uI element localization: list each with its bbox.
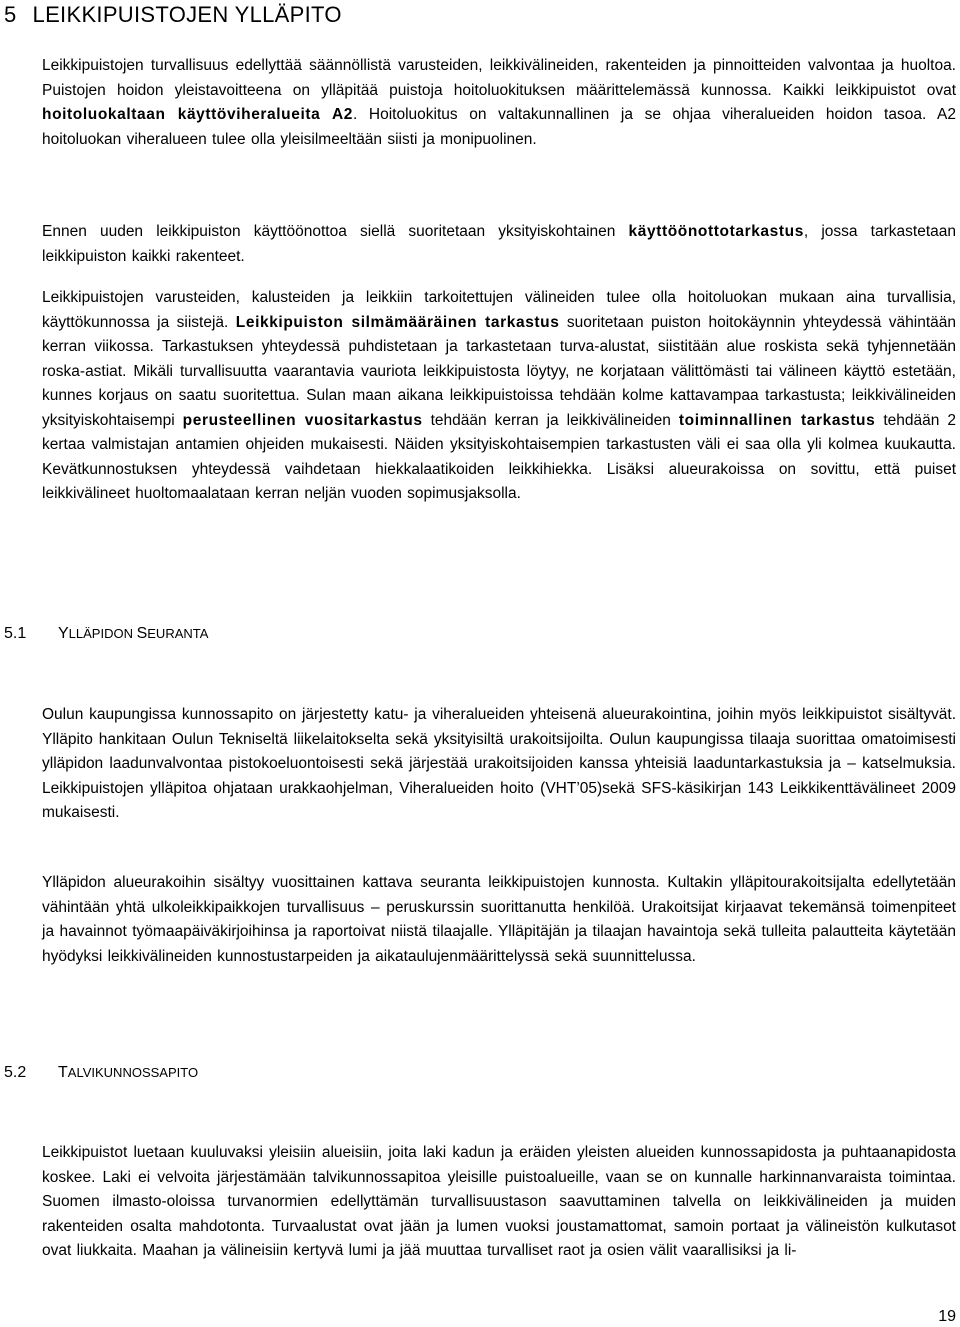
text-run: Leikkipuistojen varusteiden, kalusteiden ja leikkiin tarkoitettujen välineiden tulee olla hoitoluokan mukaan aina turvallisia, käyttökunnossa ja siistejä. — [42, 289, 956, 331]
section-number: 5.2 — [4, 1064, 27, 1081]
commissioning-paragraph — [42, 220, 956, 269]
chapter-heading — [4, 2, 342, 28]
section-title-rest: ALVIKUNNOSSAPITO — [67, 1065, 199, 1080]
text-run: Ennen uuden leikkipuiston käyttöönottoa siellä suoritetaan yksityiskohtainen — [42, 223, 629, 240]
inspection-paragraph — [42, 286, 956, 507]
section-heading-5-2 — [4, 1064, 198, 1082]
bold-term: toiminnallinen tarkastus — [678, 411, 876, 429]
chapter-title: LEIKKIPUISTOJEN YLLÄPITO — [32, 2, 342, 27]
section-title-initial: S — [136, 625, 148, 642]
maintenance-paragraph: Oulun kaupungissa kunnossapito on järjestetty katu- ja viheralueiden yhteisenä alueurakointina, joihin myös leikkipuistot sisältyvät. Ylläpito hankitaan Oulun Tekniseltä liikelaitokselta sekä yksityisiltä urakoitsijoilta. Oulun kaupungissa tilaaja suorittaa omatoimisesti ylläpidon laadunvalvontaa pistokoeluontoisesti sekä järjestää urakoitsijoiden kanssa yhteisiä laaduntarkastuksia ja – katselmuksia. Leikkipuistojen ylläpitoa ohjataan urakkaohjelman, Viheralueiden hoito (VHT’05)sekä SFS-käsikirjan 143 Leikkikenttävälineet 2009 mukaisesti. — [42, 706, 956, 821]
winter-maintenance-paragraph: Leikkipuistot luetaan kuuluvaksi yleisiin alueisiin, joita laki kadun ja eräiden yleisten alueiden kunnossapidosta ja puhtaanapidosta koskee. Laki ei velvoita järjestämään talvikunnossapitoa yleisille puistoalueille, vaan se on kunnalle harkinnanvaraista toimintaa. Suomen ilmasto-oloissa turvanormien edellyttämän turvallisuustason saavuttaminen talvella on leikkivälineiden ja muiden rakenteiden osalta mahdotonta. Turvaalustat ovat jään ja lumen vuoksi joustamattomat, samoin portaat ja välineistön kulkutasot ovat liukkaita. Maahan ja välineisiin kertyvä lumi ja jää muuttaa turvalliset raot ja osien välit vaarallisiksi ja li- — [42, 1144, 956, 1259]
text-run: , jossa tarkastetaan leikkipuiston kaikki rakenteet. — [42, 223, 956, 265]
section-number: 5.1 — [4, 625, 27, 642]
text-run: suoritetaan puiston hoitokäynnin yhteydessä vähintään kerran viikossa. Tarkastuksen yhteydessä puhdistetaan ja tarkastetaan turva-alustat, siistitään alue roskista sekä tyhjennetään roska-astiat. Mikäli turvallisuutta vaarantavia vauriota leikkipuistosta löytyy, ne korjataan välittömästi tai välineen käyttö estetään, kunnes korjaus on saatu suoritettua. Sulan maan aikana leikkipuistoissa tehdään kolme kattavampaa tarkastusta; leikkivälineiden yksityiskohtaisempi — [42, 313, 957, 429]
text-run: tehdään kerran ja leikkivälineiden — [422, 411, 679, 429]
page-number: 19 — [938, 1308, 956, 1325]
bold-term: käyttöönottotarkastus — [628, 223, 804, 240]
bold-term: hoitoluokaltaan käyttöviheralueita A2 — [42, 106, 353, 123]
bold-term: perusteellinen vuositarkastus — [182, 411, 423, 429]
section-title-rest: LLÄPIDON — [68, 626, 137, 641]
intro-paragraph — [42, 54, 956, 152]
text-run: . Hoitoluokitus on valtakunnallinen ja se ohjaa viheralueiden hoidon tasoa. A2 hoitoluokan viheralueen tulee olla yleisilmeeltään siisti ja monipuolinen. — [42, 106, 956, 148]
section-heading-5-1 — [4, 625, 208, 643]
chapter-number: 5 — [4, 2, 17, 27]
section-title-initial: Y — [58, 625, 69, 642]
text-run: tehdään 2 kertaa valmistajan antamien ohjeiden mukaisesti. Näiden yksityiskohtaisempien tarkastusten väli ei saa olla yli kolmea kuukautta. Kevätkunnostuksen yhteydessä vaihdetaan hiekkalaatikoiden leikkihiekka. Lisäksi alueurakoissa on sovittu, että puiset leikkivälineet huoltomaalataan kerran neljän vuoden sopimusjaksolla. — [42, 411, 956, 502]
text-run: Leikkipuistojen turvallisuus edellyttää säännöllistä varusteiden, leikkivälineiden, rakenteiden ja pinnoitteiden valvontaa ja huoltoa. Puistojen hoidon yleistavoitteena on ylläpitää puistoja hoitoluokituksen määrittelemässä kunnossa. Kaikki leikkipuistot ovat — [42, 57, 956, 99]
bold-term: Leikkipuiston silmämääräinen tarkastus — [235, 313, 560, 331]
section-title-rest: EURANTA — [147, 626, 209, 641]
section-title-initial: T — [58, 1064, 68, 1081]
monitoring-paragraph: Ylläpidon alueurakoihin sisältyy vuosittainen kattava seuranta leikkipuistojen kunnosta. Kultakin ylläpitourakoitsijalta edellytetään vähintään yhtä ulkoleikkipaikkojen turvallisuus – peruskurssin suorittanutta henkilöä. Urakoitsijat kirjaavat tekemänsä toimenpiteet ja havainnot työmaapäiväkirjoihinsa ja raportoivat niistä tilaajalle. Ylläpitäjän ja tilaajan havaintoja sekä tulleita palautteita käytetään hyödyksi leikkivälineiden kunnostustarpeiden ja aikataulujenmäärittelyssä sekä suunnittelussa. — [42, 874, 956, 965]
